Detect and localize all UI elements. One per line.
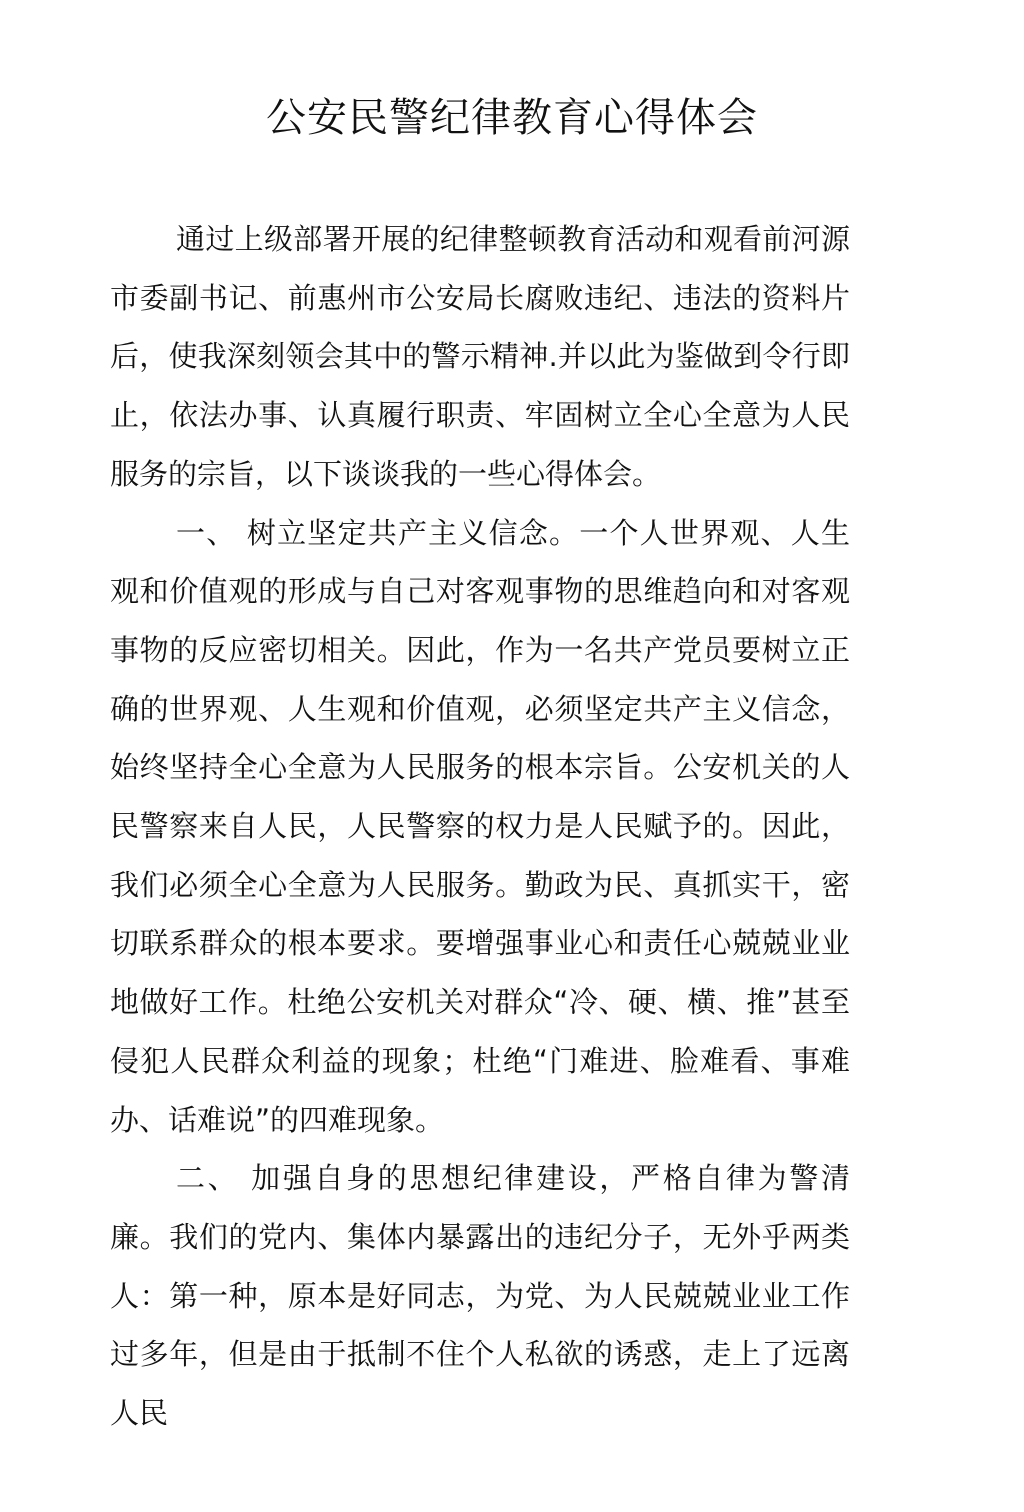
paragraph-1: 通过上级部署开展的纪律整顿教育活动和观看前河源市委副书记、前惠州市公安局长腐败违纪、违法的资料片后，使我深刻领会其中的警示精神.并以此为鉴做到令行即止，依法办事、认真履行职责、牢固树立全心全意为人民服务的宗旨，以下谈谈我的一些心得体会。	[110, 222, 850, 491]
document-title: 公安民警纪律教育心得体会	[266, 95, 758, 141]
paragraph-2: 一、 树立坚定共产主义信念。一个人世界观、人生观和价值观的形成与自己对客观事物的思维趋向和对客观事物的反应密切相关。因此，作为一名共产党员要树立正确的世界观、人生观和价值观，必须坚定共产主义信念，始终坚持全心全意为人民服务的根本宗旨。公安机关的人民警察来自人民，人民警察的权力是人民赋予的。因此，我们必须全心全意为人民服务。勤政为民、真抓实干，密切联系群众的根本要求。要增强事业心和责任心兢兢业业地做好工作。杜绝公安机关对群众“冷、硬、横、推”甚至侵犯人民群众利益的现象；杜绝“门难进、脸难看、事难办、话难说”的四难现象。	[110, 515, 850, 1137]
document-body	[110, 210, 850, 1443]
paragraph-3: 二、 加强自身的思想纪律建设，严格自律为警清廉。我们的党内、集体内暴露出的违纪分子，无外乎两类人：第一种，原本是好同志，为党、为人民兢兢业业工作过多年，但是由于抵制不住个人私欲的诱惑，走上了远离人民	[110, 1161, 850, 1431]
